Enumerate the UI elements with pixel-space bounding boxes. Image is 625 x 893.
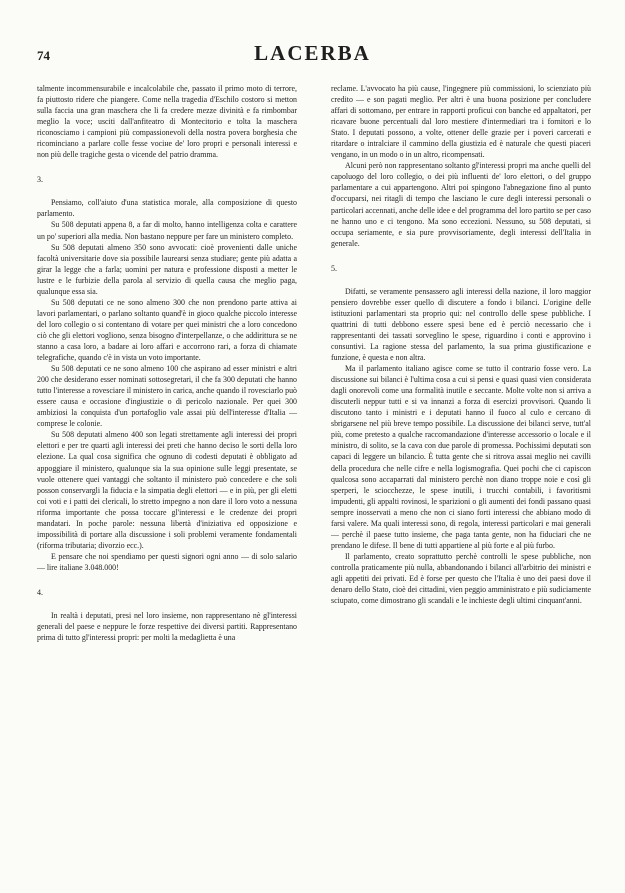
paragraph: Il parlamento, creato soprattutto perchè controlli le spese pubbliche, non controlla praticamente più nulla, abbandonando i bilanci all'arbitrio dei ministri e agli appetiti dei privati. Ed è forse per questo che l'Italia è uno dei paesi dove il denaro dello Stato, cioè dei cittadini, vien peggio amministrato e più sudiciamente sciupato, come dimostrano gli scandali e le inchieste degli ultimi cinquant'anni.	[331, 551, 591, 606]
paragraph: Su 508 deputati almeno 400 son legati strettamente agli interessi dei propri elettori e per tre quarti agli interessi dei preti che hanno deciso le sorti della loro elezione. La qual cosa significa che ognuno di codesti deputati è obbligato ad appoggiare il ministero, qualunque sia la sua opinione sulle leggi presentate, se vuole ottenere quei vantaggi che soltanto il ministero può concedere e che soli posson conservargli la fiducia e la simpatia degli elettori — e in più, per gli eletti coi voti e i patti dei clericali, lo stretto impegno a non dare il loro voto a nessuna riforma importante che possa toccare gl'interessi e le credenze dei propri mandatari. In poche parole: nessuna libertà d'iniziativa ed opposizione e impossibilità di portare alla discussione i soli problemi veramente fondamentali (riforma tributaria; divorzio ecc.).	[37, 430, 297, 550]
left-column	[37, 83, 297, 643]
running-title: LACERBA	[254, 41, 371, 65]
paragraph: talmente incommensurabile e incalcolabile che, passato il primo moto di terrore, fa piuttosto ridere che piangere. Come nella tragedia d'Eschilo costoro si metton sulla faccia una gran maschera che li fa credere mezze divinità e fa rimbombar meglio la voce; usciti dall'anfiteatro di Montecitorio e tolta la maschera riconosciamo i campioni più compassionevoli della nostra povera borghesia che ricominciano a parlare colle fesse vociне de' loro propri e personali interessi e non più delle tragiche gesta o vicende del patrio dramma.	[37, 84, 297, 160]
paragraph: Su 508 deputati appena 8, a far di molto, hanno intelligenza colta e carattere un po' superiori alla media. Non bastano neppure per fare un ministero completo.	[37, 220, 297, 241]
paragraph: Ma il parlamento italiano agisce come se tutto il contrario fosse vero. La discussione sui bilanci è l'ultima cosa a cui si pensi e quasi quasi vien considerata dagli onorevoli come una formalità inutile e seccante. Molte volte non si arriva a discuterli neppur tutti e si va innanzi a forza di esercizi provvisori. Quando li discutono tanto i ministri e i deputati hanno il fuoco al culo e cercano di sbrigarsene nel più breve tempo possibile. La discussione dei bilanci serve, tutt'al più, come pretesto a qualche raccomandazione d'interesse accessorio o locale e il ministro, di solito, se la cava con due parole di promessa. Pochissimi deputati son capaci di leggere un bilancio. È tutta gente che si ritrova assai meglio nei cavilli della procedura che nelle cifre e nella logismografia. Quei pochi che ci capiscon qualcosa sono accaparrati dal ministero perchè non diano troppe noie e così gli sperperi, le sciocchezze, le spese inutili, i trucchi contabili, i favoritismi impudenti, gli appalti rovinosi, le sparizioni o gli aumenti dei fondi passano quasi sempre inosservati a meno che non ci siano forti interessi che abbiano modo di farsi valere. Ma quali interessi sono, di regola, interessi particolari e mai generali — perchè il paese tutto insieme, che paga tanta gente, non ha fiduciari che ne prendano le difese. Il bene di tutti appartiene al più forte e al più furbo.	[331, 364, 591, 550]
section-number: 5.	[331, 263, 337, 273]
page-number: 74	[37, 48, 50, 63]
paragraph: Alcuni però non rappresentano soltanto gl'interessi propri ma anche quelli del capoluogo del loro collegio, o dei più influenti de' loro elettori, o del gruppo parlamentare a cui appartengono. Altri poi spingono l'abnegazione fino al punto d'occuparsi, nei ritagli di tempo che lasciano le cure degli interessi personali o particolari accennati, anche delle idee e del programma del loro partito se per caso ne hanno uno e ci tengono. Ma sono eccezioni. Nessuno, su 508 deputati, si occupa seriamente, e sia pure provvisoriamente, degli interessi dell'Italia in generale.	[331, 161, 591, 248]
paragraph: E pensare che noi spendiamo per questi signori ogni anno — di solo salario — lire italiane 3.048.000!	[37, 551, 297, 572]
paragraph: reclame. L'avvocato ha più cause, l'ingegnere più commissioni, lo scienziato più credito — e son pagati meglio. Per altri è una buona posizione per concludere affari di sottomano, per entrare in rapporti proficui con banche ed appaltatori, per ricavare buone percentuali dal loro mestiere d'intermediari tra i fornitori e lo Stato. I deputati possono, a volte, ottener delle grazie per i poveri carcerati e ritardare o intralciare il cammino della giustizia ed è naturale che questi piaceri vengano, in un modo o in un altro, ricompensati.	[331, 84, 591, 160]
section-number: 4.	[37, 587, 43, 597]
paragraph: Su 508 deputati ce ne sono almeno 100 che aspirano ad esser ministri e altri 200 che desiderano esser nominati sottosegretari, il che fa 300 deputati che hanno tutto l'interesse a rovesciare il ministero in carica, anche quando il rovesciarlo può essere causa e occasione d'ingiustizie o di pericolo nazionale. Per quei 300 ambiziosi la conquista d'un portafoglio vale assai più dell'interesse d'Italia — comprese le colonie.	[37, 364, 297, 429]
section-number: 3.	[37, 175, 43, 185]
paragraph: In realtà i deputati, presi nel loro insieme, non rappresentano nè gl'interessi generali del paese e neppure le forze respettive dei diversi partiti. Rappresentano prima di tutto gl'interessi propri: per molti la medaglietta è una	[37, 611, 297, 643]
paragraph: Su 508 deputati ce ne sono almeno 300 che non prendono parte attiva ai lavori parlamentari, o parlano soltanto quand'è in gioco qualche piccolo interesse del loro collegio o si contentano di votare per quei ministri che a loro concedono ciò che gli elettori vogliono, senza bisogno d'interpellanze, o che addirittura se ne stanno a casa loro, a badare ai loro affari e accorrono rari, a forza di chiamate telegrafiche, quando c'è in vista un voto importante.	[37, 297, 297, 363]
paragraph: Pensiamo, coll'aiuto d'una statistica morale, alla composizione di questo parlamento.	[37, 198, 297, 219]
right-column	[331, 83, 591, 606]
paragraph: Su 508 deputati almeno 350 sono avvocati: cioè provenienti dalle uniche facoltà universitarie dove sia possibile laurearsi senza studiare; gente più adatta a girar la legge che a farla; uomini per natura e professione disposti a metter le lustre e le furbizie della parola al servizio di quella causa che meglio paga, qualunque essa sia.	[37, 242, 297, 296]
paragraph: Difatti, se veramente pensassero agli interessi della nazione, il loro maggior pensiero dovrebbe esser quello di discutere a fondo i bilanci. L'origine delle istituzioni parlamentari sta proprio qui: nel controllo delle spese pubbliche. I quattrini di tutti debbono essere spesi bene ed è perciò necessario che i rappresentanti dei tassati sorveglino le spese, riguardino i conti e approvino i consuntivi. La ragione stessa del parlamento, la sua prima giustificazione e funzione, è questa e non altra.	[331, 286, 591, 363]
